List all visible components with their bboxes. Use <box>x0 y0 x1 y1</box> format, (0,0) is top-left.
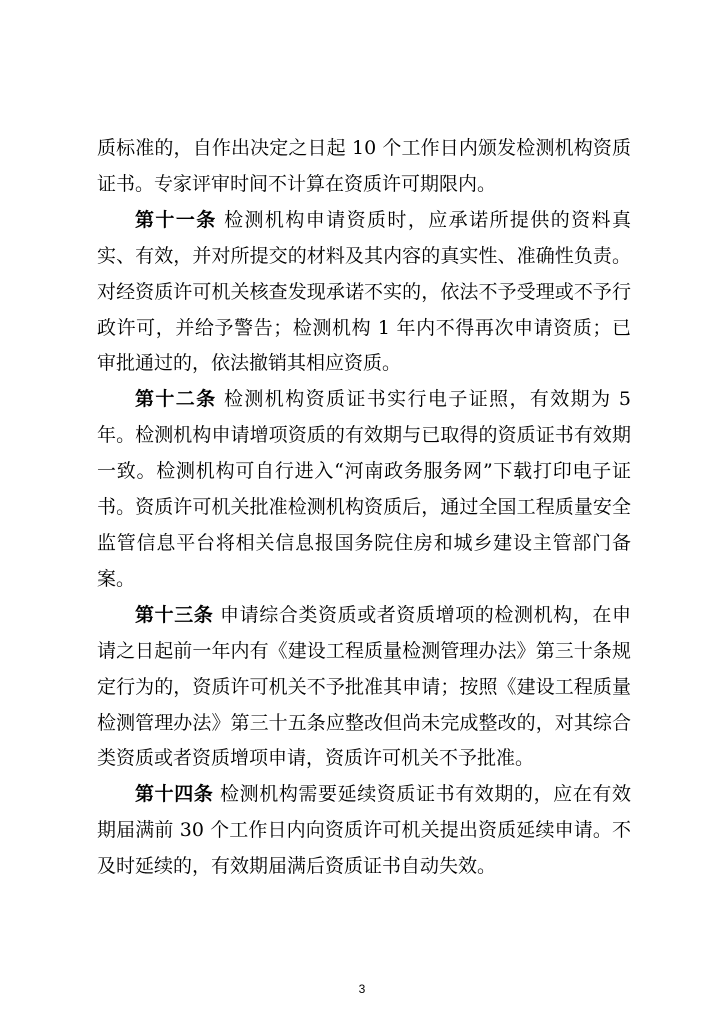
paragraph-continuation <box>97 131 631 203</box>
article-14-paragraph <box>97 777 631 885</box>
paragraph-text: 检测机构申请资质时，应承诺所提供的资料真实、有效，并对所提交的材料及其内容的真实性、准确性负责。对经资质许可机关核查发现承诺不实的，依法不予受理或不予行政许可，并给予警告；检测机构 1 年内不得再次申请资质；已审批通过的，依法撤销其相应资质。 <box>97 208 631 375</box>
article-number: 第十三条 <box>135 603 214 626</box>
article-11-paragraph <box>97 203 631 383</box>
article-number: 第十二条 <box>135 388 217 411</box>
article-number: 第十四条 <box>135 783 214 806</box>
document-body <box>97 131 631 885</box>
paragraph-text: 申请综合类资质或者资质增项的检测机构，在申请之日起前一年内有《建设工程质量检测管理办法》第三十条规定行为的，资质许可机关不予批准其申请；按照《建设工程质量检测管理办法》第三十五条应整改但尚未完成整改的，对其综合类资质或者资质增项申请，资质许可机关不予批准。 <box>97 603 631 770</box>
paragraph-text: 质标准的，自作出决定之日起 10 个工作日内颁发检测机构资质证书。专家评审时间不计算在资质许可期限内。 <box>97 137 631 195</box>
article-12-paragraph <box>97 382 631 597</box>
paragraph-text: 检测机构需要延续资质证书有效期的，应在有效期届满前 30 个工作日内向资质许可机关提出资质延续申请。不及时延续的，有效期届满后资质证书自动失效。 <box>97 783 631 878</box>
page-number: 3 <box>358 982 366 996</box>
article-13-paragraph <box>97 598 631 778</box>
paragraph-text: 检测机构资质证书实行电子证照，有效期为 5 年。检测机构申请增项资质的有效期与已取得的资质证书有效期一致。检测机构可自行进入“河南政务服务网”下载打印电子证书。资质许可机关批准检测机构资质后，通过全国工程质量安全监管信息平台将相关信息报国务院住房和城乡建设主管部门备案。 <box>97 388 631 590</box>
article-number: 第十一条 <box>135 208 217 231</box>
